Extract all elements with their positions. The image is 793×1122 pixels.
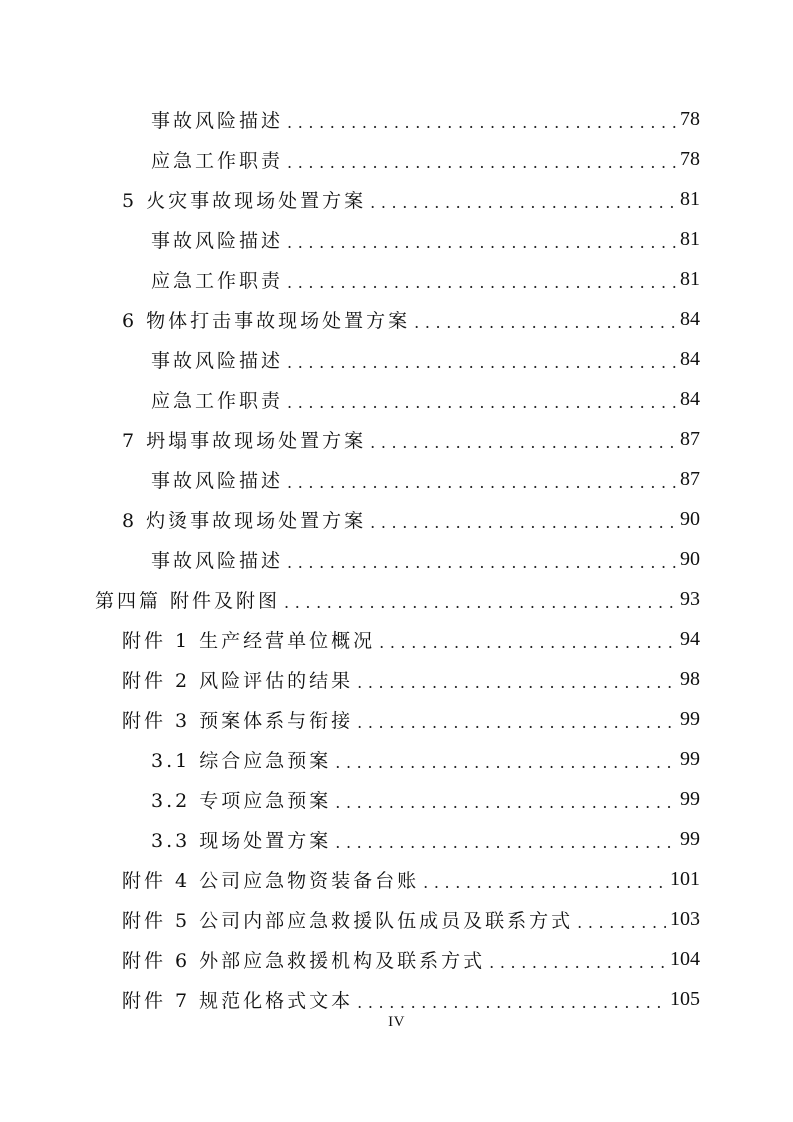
toc-entry[interactable]: [0, 179, 793, 219]
toc-entry[interactable]: [0, 339, 793, 379]
toc-dot-leader: [287, 113, 676, 132]
toc-entry-page-number: 90: [680, 507, 700, 530]
toc-dot-leader: [370, 433, 676, 452]
toc-entry-title: 3.2 专项应急预案: [151, 789, 332, 812]
toc-dot-leader: [489, 953, 666, 972]
toc-entry-page-number: 90: [680, 547, 700, 570]
toc-entry-title: 3.3 现场处置方案: [151, 829, 332, 852]
toc-dot-leader: [357, 673, 676, 692]
toc-dot-leader: [577, 913, 666, 932]
toc-entry[interactable]: [0, 779, 793, 819]
toc-entry-page-number: 78: [680, 107, 700, 130]
toc-entry-title: 事故风险描述: [151, 549, 284, 572]
toc-entry[interactable]: [0, 459, 793, 499]
toc-entry-page-number: 104: [670, 947, 700, 970]
toc-entry-title: 8 灼烫事故现场处置方案: [122, 509, 367, 532]
toc-dot-leader: [335, 793, 676, 812]
toc-entry-title: 5 火灾事故现场处置方案: [122, 189, 367, 212]
toc-entry-title: 6 物体打击事故现场处置方案: [122, 309, 411, 332]
toc-entry-title: 附件 4 公司应急物资装备台账: [122, 869, 420, 892]
toc-dot-leader: [287, 233, 676, 252]
toc-entry-page-number: 81: [680, 227, 700, 250]
toc-dot-leader: [423, 873, 666, 892]
toc-entry[interactable]: [0, 379, 793, 419]
toc-entry[interactable]: [0, 699, 793, 739]
toc-dot-leader: [370, 513, 676, 532]
toc-entry-title: 应急工作职责: [151, 269, 284, 292]
toc-entry-page-number: 84: [680, 347, 700, 370]
toc-entry-title: 3.1 综合应急预案: [151, 749, 332, 772]
toc-entry[interactable]: [0, 899, 793, 939]
toc-entry[interactable]: [0, 499, 793, 539]
toc-entry[interactable]: [0, 659, 793, 699]
toc-entry-title: 附件 7 规范化格式文本: [122, 989, 354, 1012]
toc-dot-leader: [287, 553, 676, 572]
toc-entry-page-number: 103: [670, 907, 700, 930]
toc-dot-leader: [379, 633, 676, 652]
toc-entry[interactable]: [0, 739, 793, 779]
toc-dot-leader: [287, 473, 676, 492]
toc-entry[interactable]: [0, 619, 793, 659]
toc-entry-page-number: 99: [680, 747, 700, 770]
toc-entry[interactable]: [0, 539, 793, 579]
toc-entry[interactable]: [0, 819, 793, 859]
toc-dot-leader: [335, 753, 676, 772]
toc-entry-page-number: 99: [680, 707, 700, 730]
toc-entry-page-number: 101: [670, 867, 700, 890]
toc-entry-title: 事故风险描述: [151, 109, 284, 132]
toc-dot-leader: [287, 353, 676, 372]
toc-entry[interactable]: [0, 99, 793, 139]
toc-dot-leader: [335, 833, 676, 852]
toc-entry-title: 附件 2 风险评估的结果: [122, 669, 354, 692]
toc-entry[interactable]: [0, 139, 793, 179]
toc-entry-title: 附件 3 预案体系与衔接: [122, 709, 354, 732]
toc-entry-page-number: 81: [680, 267, 700, 290]
toc-entry-title: 应急工作职责: [151, 389, 284, 412]
toc-entry[interactable]: [0, 419, 793, 459]
toc-entry-title: 附件 5 公司内部应急救援队伍成员及联系方式: [122, 909, 574, 932]
toc-entry[interactable]: [0, 219, 793, 259]
toc-entry-title: 附件 1 生产经营单位概况: [122, 629, 376, 652]
toc-entry-page-number: 94: [680, 627, 700, 650]
toc-entry-title: 事故风险描述: [151, 349, 284, 372]
toc-entry-page-number: 78: [680, 147, 700, 170]
page-number: IV: [388, 1014, 405, 1030]
toc-dot-leader: [357, 993, 666, 1012]
toc-entry-page-number: 81: [680, 187, 700, 210]
toc-dot-leader: [357, 713, 676, 732]
toc-dot-leader: [370, 193, 676, 212]
toc-entry[interactable]: [0, 299, 793, 339]
toc-entry-page-number: 84: [680, 387, 700, 410]
toc-entry[interactable]: [0, 259, 793, 299]
table-of-contents: [0, 99, 793, 1019]
toc-entry-page-number: 98: [680, 667, 700, 690]
toc-entry-page-number: 87: [680, 427, 700, 450]
toc-entry-title: 附件 6 外部应急救援机构及联系方式: [122, 949, 486, 972]
toc-entry-page-number: 99: [680, 787, 700, 810]
toc-entry[interactable]: [0, 979, 793, 1019]
toc-entry-page-number: 105: [670, 987, 700, 1010]
toc-dot-leader: [287, 273, 676, 292]
toc-entry-page-number: 99: [680, 827, 700, 850]
toc-entry-page-number: 93: [680, 587, 700, 610]
toc-dot-leader: [284, 593, 676, 612]
toc-entry-title: 应急工作职责: [151, 149, 284, 172]
toc-dot-leader: [287, 393, 676, 412]
toc-entry[interactable]: [0, 939, 793, 979]
toc-dot-leader: [287, 153, 676, 172]
toc-entry-title: 第四篇 附件及附图: [95, 589, 281, 612]
toc-entry[interactable]: [0, 859, 793, 899]
toc-entry-title: 事故风险描述: [151, 469, 284, 492]
toc-entry-title: 7 坍塌事故现场处置方案: [122, 429, 367, 452]
toc-entry-title: 事故风险描述: [151, 229, 284, 252]
toc-entry[interactable]: [0, 579, 793, 619]
toc-entry-page-number: 87: [680, 467, 700, 490]
toc-entry-page-number: 84: [680, 307, 700, 330]
toc-dot-leader: [414, 313, 676, 332]
